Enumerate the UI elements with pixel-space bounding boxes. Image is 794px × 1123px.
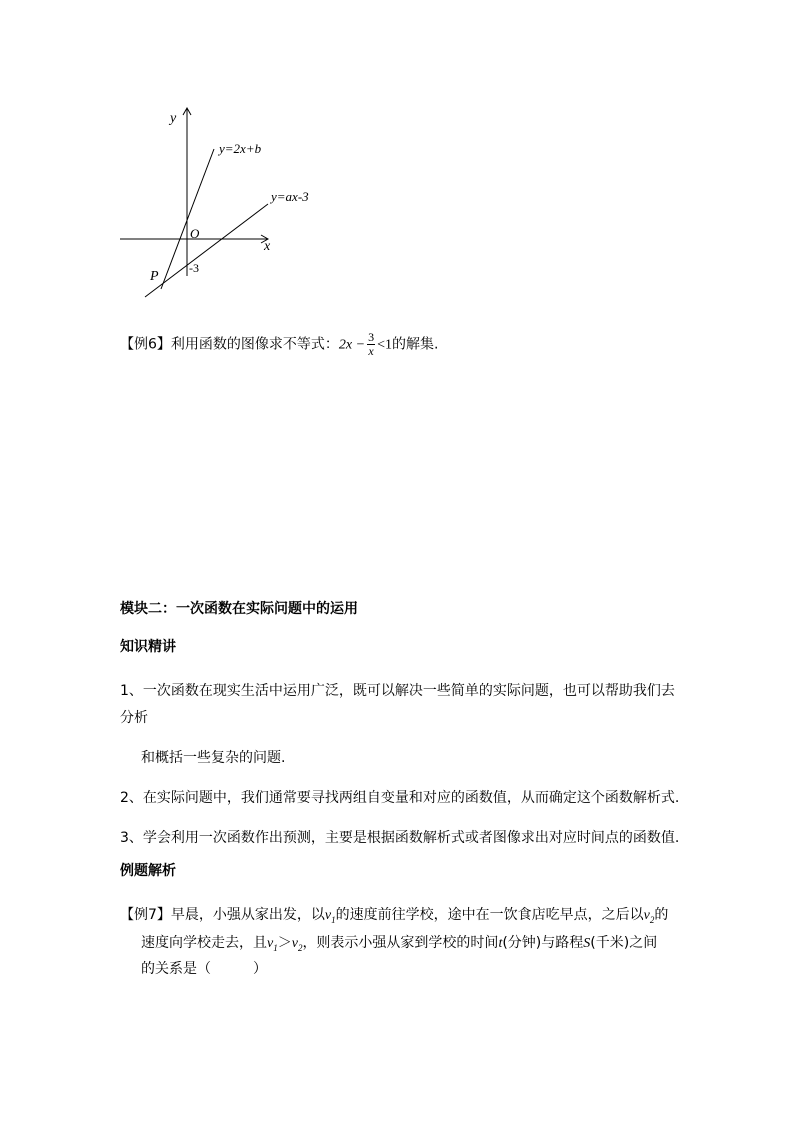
example6-text: 利用函数的图像求不等式： <box>170 336 339 353</box>
example6-expr-left: 2x − <box>338 337 366 353</box>
example7-line1 <box>120 906 668 929</box>
greater-than: ＞ <box>277 935 292 951</box>
example6-bracket: 【例6】 <box>120 336 171 353</box>
intercept-label: -3 <box>189 261 199 275</box>
linear-functions-figure <box>110 100 340 310</box>
line-ax-minus-3 <box>145 204 268 297</box>
example7-bracket: 【例7】 <box>120 907 171 923</box>
example7-l2-d: (千米)之间 <box>590 935 658 951</box>
v1-symbol-2: $v_1$ <box>267 936 278 953</box>
point3: 3、学会利用一次函数作出预测，主要是根据函数解析式或者图像求出对应时间点的函数值. <box>120 830 680 846</box>
point2: 2、在实际问题中，我们通常要寻找两组自变量和对应的函数值，从而确定这个函数解析式. <box>120 790 680 806</box>
point-p-label: P <box>150 269 159 284</box>
example7-line3: 的关系是（ ） <box>141 961 267 977</box>
example7-l2-c: (分钟)与路程 <box>502 935 584 951</box>
x-axis-label: x <box>264 239 271 254</box>
fraction-numerator: 3 <box>368 330 375 344</box>
examples-subheading: 例题解析 <box>120 863 176 879</box>
module2-heading: 模块二：一次函数在实际问题中的运用 <box>120 601 358 617</box>
example7-text-c: 的 <box>654 907 669 923</box>
example7-line2 <box>141 934 657 957</box>
fraction-denominator: x <box>368 344 374 358</box>
line1-label: y=2x+b <box>219 141 262 156</box>
point1-line1: 1、一次函数在现实生活中运用广泛，既可以解决一些简单的实际问题，也可以帮助我们去 <box>120 683 675 699</box>
origin-label: O <box>190 226 200 241</box>
y-axis-label: y <box>170 111 177 126</box>
s-symbol: S <box>583 936 591 951</box>
example6-text-end: 的解集. <box>392 336 439 353</box>
example7-text-b: 的速度前往学校，途中在一饮食店吃早点，之后以 <box>335 907 644 923</box>
point1-line3: 和概括一些复杂的问题. <box>141 750 286 766</box>
v1-symbol: $v_1$ <box>324 908 336 925</box>
example7-l2-a: 速度向学校走去，且 <box>141 935 267 951</box>
example6 <box>120 331 438 358</box>
example7-text-a: 早晨，小强从家出发，以 <box>170 907 325 923</box>
point1-line2: 分析 <box>120 710 148 726</box>
example6-expr-right: <1 <box>377 337 392 353</box>
knowledge-subheading: 知识精讲 <box>120 639 176 655</box>
line2-label: y=ax-3 <box>271 189 309 204</box>
v2-symbol: $v_2$ <box>643 908 655 925</box>
v2-symbol-2: $v_2$ <box>291 936 303 953</box>
t-symbol: t <box>498 936 503 951</box>
example6-fraction <box>367 331 375 358</box>
example7-l2-b: ，则表示小强从家到学校的时间 <box>302 935 499 951</box>
